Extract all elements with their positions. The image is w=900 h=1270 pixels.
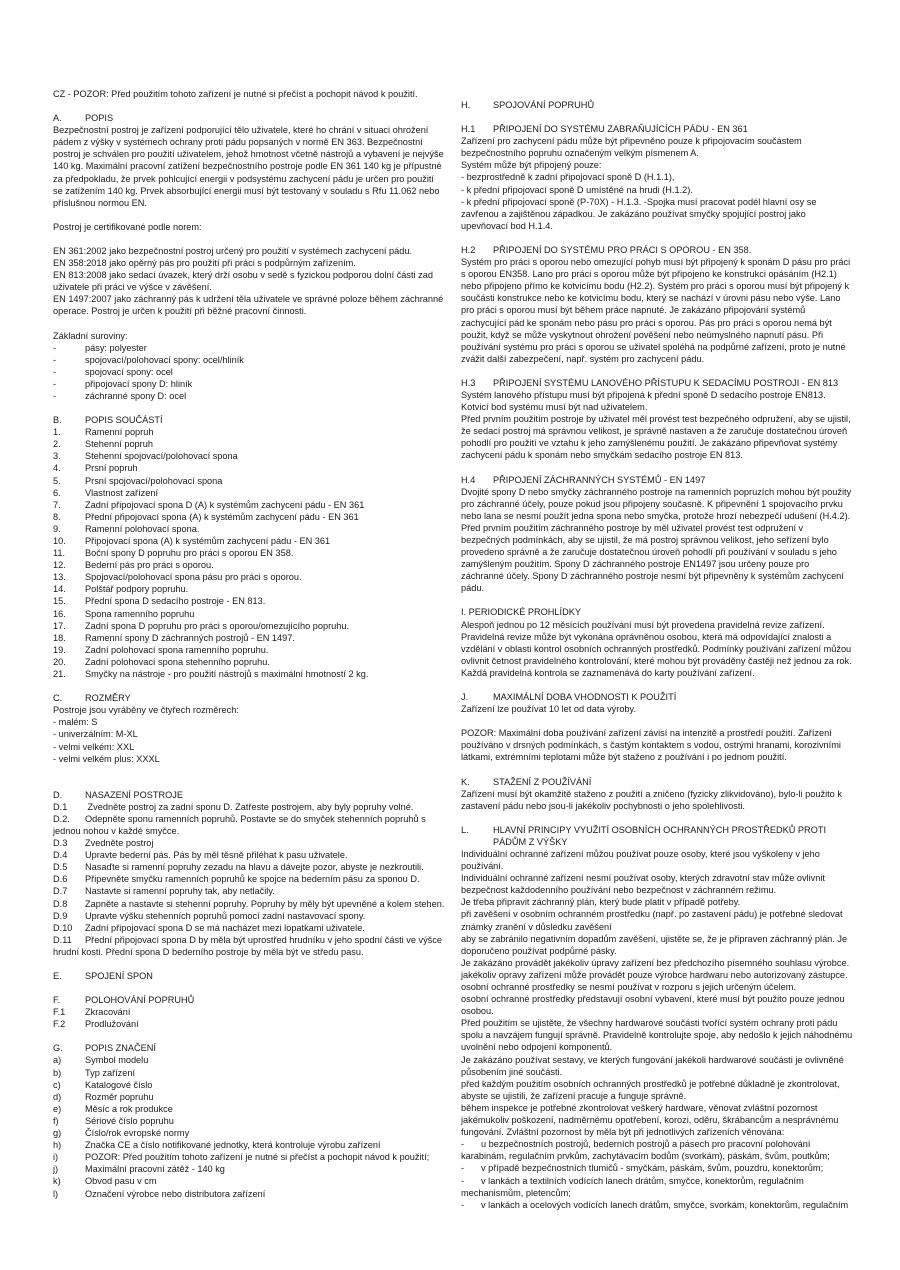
part-item-text: Zadní polohovací spona ramenního popruhu. [85,644,269,655]
marking-item-marker: k) [53,1176,61,1187]
l-bullet-marker: - [461,1175,465,1186]
part-item [53,523,445,535]
marking-item-text: Sériové číslo popruhu [85,1115,174,1126]
cert-intro: Postroj je certifikované podle norem: [53,221,202,232]
part-item-marker: 13. [53,572,66,583]
donning-step-text: Přední připojovací spona D by měla být uprostřed hrudníku v jeho spodní části ve výšce hrudní kosti. Přední spona D bederního postroje by měla být ve středu pasu. [53,934,442,957]
section-i-body: Alespoň jednou po 12 měsících používání musí být provedena pravidelná revize zařízení. Pravidelná revize může být vykonána oprávněnou osobou, která má odpovídající znalosti a vzdělání v oblasti kontrol osobních ochranných prostředků. Podmínky používání zařízení můžou ovlivnit četnost pravidelného kontrolování, které mohou být prováděny častěji než jednou za rok. Každá pravidelná kontrola se zaznamenává do karty používání zařízení. [461,619,852,678]
donning-step-text: Zvedněte postroj za zadní sponu D. Zatřeste postrojem, aby byly popruhy volné. [85,801,414,812]
donning-steps [53,801,445,958]
l-line: Individuální ochranné zařízení můžou používat pouze osoby, které jsou vyškoleny v jeho používání. [461,848,820,872]
section-d-heading: D. NASAZENÍ POSTROJE [53,789,184,800]
material-item-marker: - [53,366,57,377]
donning-step [53,873,445,885]
part-item [53,487,445,499]
part-item-marker: 5. [53,475,61,486]
h1-line: - k přední připojovací sponě (P-70X) - H.1.3. -Spojka musí pracovat podél hlavní osy se zavřenou a zajištěnou západkou. Je zakázáno používat smyčky spojující postroj jako upevňovací bod H.1.4. [461,196,817,231]
donning-step [53,922,445,934]
part-item [53,620,445,632]
l-line: aby se zabránilo negativním dopadům zavěšení, ujistěte se, že je připraven záchranný plán. Je doporučeno používat podpůrné pásky. [461,933,848,956]
part-item-text: Vlastnost zařízení [85,487,159,498]
positioning-item-text: Zkracování [85,1007,131,1018]
part-item-text: Stehenní spojovací/polohovací spona [85,451,238,462]
donning-step-text: Nasaďte si ramenní popruhy zezadu na hlavu a dávejte pozor, abyste je nezkroutili. [85,862,424,873]
norm-item: EN 358:2018 jako opěrný pás pro použití při práci s podpůrným zařízením. [53,258,356,269]
part-item-text: Smyčky na nástroje - pro použití nástrojů s maximální hmotností 2 kg. [85,669,369,680]
section-j-heading: J. MAXIMÁLNÍ DOBA VHODNOSTI K POUŽITÍ [461,692,677,703]
marking-item-text: Symbol modelu [85,1055,149,1066]
norm-item: EN 361:2002 jako bezpečnostní postroj určený pro použití v systémech zachycení pádu. [53,245,413,256]
donning-step-marker: D.11 [53,934,72,945]
h1-line: - k přední připojovací sponě D umístěné na hrudi (H.1.2). [461,184,693,195]
marking-item-marker: b) [53,1067,62,1078]
section-i-heading: I. PERIODICKÉ PROHLÍDKY [461,607,581,618]
section-h1-body [461,135,853,232]
part-item-marker: 9. [53,523,61,534]
section-l-body [461,848,853,1138]
part-item-text: Přední spona D sedacího postroje - EN 813. [85,596,266,607]
donning-step-text: Zapněte a nastavte si stehenní popruhy. Popruhy by měly být upevněné a kolem stehen. [85,898,445,909]
intro-warning: CZ - POZOR: Před použitím tohoto zařízení je nutné si přečíst a pochopit návod k použití. [53,89,418,99]
norm-item: EN 1497:2007 jako záchranný pás k udržení těla uživatele ve správné poloze během záchranné operace. Postroj je určen k použití při běžné pracovní činnosti. [53,294,444,317]
section-e-heading: E. SPOJENÍ SPON [53,971,153,981]
marking-item [53,1091,445,1103]
part-item-text: Prsní popruh [85,463,138,474]
marking-item-marker: e) [53,1103,62,1114]
positioning-item [53,1006,445,1018]
section-h2-body: Systém pro práci s oporou nebo omezující pohyb musí být připojený k sponám D pásu pro práci s oporou EN358. Lano pro práci s oporou může být připojeno ke konstrukci opásáním (H2.1) nebo připojeno přímo ke kotvicímu bodu (H2.2). Systém pro práci s oporou musí být připojený k součásti konstrukce nebo ke kotvicímu bodu, který se nachází v úrovni pásu nebo výše. Lano pro práci s oporou musí být během práce napnuté. Je zakázáno připojování systémů zachycující pád ke sponám nebo pásu pro práci s oporou. Pás pro práci s oporou nemá být použit, když se může vyskytnout ohrožení pověšení nebo neúmyslného napnutí pásu. Při používání systému pro práci s oporou se uživatel spoléhá na podpůrné zařízení, proto je nutné zvážit další zabezpečení, např. systém pro zachycení pádu. [461,257,851,364]
donning-step-marker: D.6 [53,874,68,885]
donning-step-marker: D.10 [53,922,73,933]
size-line: Postroje jsou vyráběny ve čtyřech rozměrech: [53,705,239,716]
right-column [461,99,853,1211]
part-item-marker: 6. [53,487,61,498]
section-l-heading: L. HLAVNÍ PRINCIPY VYUŽITÍ OSOBNÍCH OCHRANNÝCH PROSTŘEDKŮ PROTI PÁDŮM Z VÝŠKY [461,824,827,847]
l-bullet-text: v lankách a ocelových vodících lanech drátům, smyčce, svorkám, konektorům, regulačním [481,1199,849,1210]
size-line: - malém: S [53,717,98,728]
donning-step-text: Odepněte sponu ramenních popruhů. Postavte se do smyček stehenních popruhů s jednou nohou v každé smyčce. [53,813,426,836]
part-item-text: Ramenní popruh [85,427,154,438]
material-item-text: záchranné spony D: ocel [85,390,187,401]
marking-item-text: Obvod pasu v cm [85,1176,157,1187]
part-item-text: Polštář podpory popruhu. [85,584,189,595]
part-item-text: Bederní pás pro práci s oporou. [85,560,214,571]
section-h-heading: H. SPOJOVÁNÍ POPRUHŮ [461,100,595,110]
l-line: Před použitím se ujistěte, že všechny hardwarové součásti tvořící systém ochrany proti pádu spolu a navzájem fungují správně. Pravidelně kontrolujte spoje, aby nedošlo k jejich náhodnému uvolnění nebo odpojení komponentů. [461,1018,853,1053]
part-item-marker: 21. [53,669,66,680]
part-item-marker: 15. [53,596,66,607]
positioning-list [53,1006,445,1030]
section-a-body: Bezpečnostní postroj je zařízení podporující tělo uživatele, které ho chrání v situaci ohrožení pádem z výšky v systémech ochrany proti pádu popsaných v normě EN 363. Bezpečnostní postroj je schválen pro použití uživatelem, jehož hmotnost včetně nástrojů a vybavení je nejvýše 140 kg. Maximální pracovní zatížení bezpečnostního postroje podle EN 361 140 kg je přípustné za předpokladu, že prvek pohlcující energii v podsystému zachycení pádu je určen pro použití se zatížením 140 kg. Prvek absorbující energii musí být testovaný v souladu s Rfu 11.062 nebo příslušnou normou EN. [53,125,444,208]
marking-item [53,1079,445,1091]
section-f-heading: F. POLOHOVÁNÍ POPRUHŮ [53,995,195,1006]
donning-step-text: Upravte výšku stehenních popruhů pomocí zadní nastavovací spony. [85,910,366,921]
donning-step [53,885,445,897]
part-item [53,583,445,595]
section-l-bullets [461,1138,853,1211]
part-item-marker: 10. [53,536,66,546]
marking-item-text: Značka CE a číslo notifikované jednotky, která kontroluje výrobu zařízení [85,1140,381,1151]
norm-item: EN 813:2008 jako sedací úvazek, který drží osobu v sedě s fyzickou podporou dolní části zad uživatele při práci ve výšce v závěšení. [53,270,433,293]
donning-step-marker: D.2. [53,813,70,824]
l-bullet-text: u bezpečnostních postrojů, bederních postrojů a pásech pro pracovní polohování karabinám, regulačním prvkům, zachytávacím bodům (svorkám), páskám, švům, poutkům; [461,1139,830,1162]
part-item-text: Stehenní popruh [85,439,153,450]
part-item-marker: 11. [53,548,66,559]
donning-step-text: Připevněte smyčku ramenních popruhů ke spojce na bederním pásu za sponou D. [85,874,420,885]
marking-item-marker: j) [53,1164,59,1175]
part-item-marker: 1. [53,427,61,438]
positioning-item-marker: F.2 [53,1019,66,1030]
donning-step-marker: D.9 [53,910,68,921]
donning-step [53,898,445,910]
l-line: Je třeba připravit záchranný plán, který bude platit v případě potřeby. [461,897,741,908]
part-item-text: Prsní spojovací/polohovací spona [85,475,223,486]
part-item [53,438,445,450]
material-item-marker: - [53,342,57,353]
donning-step-text: Zvedněte postroj [85,838,154,849]
l-bullet-marker: - [461,1199,465,1210]
marking-item-text: Maximální pracovní zátěž - 140 kg [85,1164,225,1175]
marking-item-text: Číslo/rok evropské normy [85,1128,190,1139]
part-item-marker: 17. [53,620,66,631]
section-h3-body [461,389,853,462]
parts-list [53,426,445,680]
marking-item [53,1188,445,1200]
material-item-text: spojovací/polohovací spony: ocel/hliník [85,354,244,365]
marking-item-text: POZOR: Před použitím tohoto zařízení je nutné si přečíst a pochopit návod k použití; [85,1152,430,1163]
material-item [53,354,445,366]
l-bullet [461,1199,853,1211]
material-item-marker: - [53,390,57,401]
donning-step [53,861,445,873]
h3-line: Před prvním použitím postroje by uživatel měl provést test bezpečného odpružení, aby se ujistil, že sedací postroj má správnou velikost, je správně nastaven a že zaručuje dostatečnou úroveň pohodlí pro použití ve vztahu k jeho zamýšlenému použití. Je zakázáno připevňovat systémy zachycení pádu k sponám nebo smyčkám sedacího postroje EN 813. [461,414,851,461]
sizes-list [53,704,445,764]
material-item-text: spojovací spony: ocel [85,366,173,377]
part-item-text: Boční spony D popruhu pro práci s oporou EN 358. [85,548,294,559]
h1-line: Systém může být připojený pouze: [461,160,602,171]
marking-item-marker: d) [53,1091,62,1102]
material-item [53,366,445,378]
l-bullet-marker: - [461,1163,465,1174]
l-bullet-text: v lankách a textilních vodících lanech drátům, smyčce, konektorům, regulačním mechanismům, pletencům; [461,1175,804,1198]
left-column [53,88,445,1200]
section-j-warning: POZOR: Maximální doba používání zařízení závisí na intenzitě a prostředí použití. Zařízení používáno v drsných podmínkách, s častým kontaktem s vodou, ostrými hranami, korozivními látkami, extrémními teplotami může být staženo z používání i po jednom použití. [461,728,841,763]
section-g-heading: G. POPIS ZNAČENÍ [53,1043,156,1054]
part-item-text: Ramenní spony D záchranných postrojů - EN 1497. [85,632,295,643]
size-line: - velmi velkém: XXL [53,741,135,752]
l-line: během inspekce je potřebné zkontrolovat veškerý hardware, věnovat zvláštní pozornost jakémukoliv poškození, nadměrnému opotřebení, korozi, oděru, škrábancům a nesprávnému fungování. Zvláštní pozornost by měla být při jednotlivých zařízeních věnována: [461,1102,839,1138]
part-item [53,535,445,547]
part-item-marker: 18. [53,632,66,643]
section-h4-body: Dvojité spony D nebo smyčky záchranného postroje na ramenních popruzích mohou být použity pro záchranné účely, pouze pokud jsou připojeny současně. K připevnění 1 spojovacího prvku nebo lana se nesmí použít jedna spona nebo smyčka, protože hrozí nebezpečí udušení (H.4.2). Před prvním použitím záchranného postroje by měl uživatel provést test odpružení v bezpečných podmínkách, aby se ujistil, že má postroj správnou velikost, jeho seřízení bylo provedeno správně a že zaručuje dostatečnou úroveň pohodlí při používání v souladu s jeho zamýšleným použitím. Spony D záchranného postroje EN1497 jsou určeny pouze pro záchranné účely. Spony D záchranného postroje nesmí být připevněny k systémům zachycení pádu. [461,486,852,594]
marking-item-marker: f) [53,1115,59,1126]
h3-line: Systém lanového přístupu musí být připojená k přední sponě D sedacího postroje EN813. Kotvicí bod systému musí být nad uživatelem. [461,389,826,413]
part-item [53,547,445,559]
part-item [53,644,445,656]
positioning-item-text: Prodlužování [85,1019,139,1030]
l-line: Je zakázáno používat sestavy, ve kterých fungování jakékoli hardwarové součásti je ovlivněné působením jiné součásti. [461,1054,844,1077]
part-item-text: Připojovací spona (A) k systémům zachycení pádu - EN 361 [85,536,331,546]
marking-item [53,1139,445,1151]
marking-list [53,1054,445,1199]
l-bullet [461,1175,853,1199]
marking-item-text: Katalogové číslo [85,1079,153,1090]
section-j-line: Zařízení lze používat 10 let od data výroby. [461,704,636,715]
part-item [53,656,445,668]
part-item-marker: 8. [53,511,61,522]
materials-list [53,342,445,402]
section-k-body: Zařízení musí být okamžitě staženo z použití a zničeno (fyzicky zlikvidováno), bylo-li použito k zastavení pádu nebo jsou-li jakékoliv pochybnosti o jeho spolehlivosti. [461,788,842,811]
donning-step [53,849,445,861]
part-item-marker: 12. [53,560,66,571]
donning-step [53,837,445,849]
part-item-marker: 7. [53,499,61,510]
part-item [53,632,445,644]
marking-item [53,1103,445,1115]
donning-step-marker: D.5 [53,862,68,873]
part-item [53,462,445,474]
marking-item [53,1054,445,1066]
donning-step-marker: D.8 [53,898,68,909]
material-item [53,390,445,402]
part-item-marker: 2. [53,439,61,450]
part-item [53,511,445,523]
part-item-text: Spona ramenního popruhu [85,608,195,619]
marking-item [53,1151,445,1163]
donning-step [53,801,445,813]
part-item-text: Zadní připojovací spona D (A) k systémům zachycení pádu - EN 361 [85,499,365,510]
part-item [53,668,445,680]
part-item-marker: 14. [53,584,66,595]
section-h2-heading: H.2 PŘIPOJENÍ DO SYSTÉMU PRO PRÁCI S OPOROU - EN 358. [461,244,752,255]
part-item-text: Spojovací/polohovací spona pásu pro práci s oporou. [85,572,302,583]
marking-item [53,1115,445,1127]
donning-step-text: Zadní připojovací spona D se má nacházet mezi lopatkami uživatele. [85,922,365,933]
marking-item-marker: h) [53,1140,62,1151]
donning-step-marker: D.4 [53,850,68,861]
marking-item-marker: g) [53,1128,62,1139]
part-item-marker: 19. [53,644,66,655]
norm-list [53,245,445,318]
marking-item-marker: l) [53,1188,59,1199]
marking-item-text: Označení výrobce nebo distributora zařízení [85,1188,266,1199]
donning-step [53,934,445,958]
donning-step-marker: D.7 [53,886,68,897]
marking-item-marker: c) [53,1079,61,1090]
part-item-marker: 20. [53,656,66,667]
part-item [53,595,445,607]
section-k-heading: K. STAŽENÍ Z POUŽÍVÁNÍ [461,776,592,787]
l-bullet [461,1138,853,1162]
section-h3-heading: H.3 PŘIPOJENÍ SYSTÉMU LANOVÉHO PŘÍSTUPU K SEDACÍMU POSTROJI - EN 813 [461,377,839,388]
section-b-heading: B. POPIS SOUČÁSTÍ [53,415,163,426]
marking-item-text: Typ zařízení [85,1067,136,1078]
part-item [53,608,445,620]
donning-step [53,813,445,837]
material-item-text: pásy: polyester [85,342,147,353]
section-h4-heading: H.4 PŘIPOJENÍ ZÁCHRANNÝCH SYSTÉMŮ - EN 1497 [461,474,706,485]
part-item-marker: 3. [53,451,61,462]
size-line: - univerzálním: M-XL [53,729,138,740]
positioning-item-marker: F.1 [53,1007,66,1018]
donning-step-marker: D.3 [53,838,68,849]
part-item [53,499,445,511]
marking-item-text: Měsíc a rok produkce [85,1103,173,1114]
h1-line: - bezprostředně k zadní připojovací sponě D (H.1.1), [461,172,675,183]
material-item-marker: - [53,354,57,365]
donning-step [53,910,445,922]
l-line: při zavěšení v osobním ochranném prostředku (např. po zastavení pádu) je potřebné sledovat známky zranění v důsledku zavěšení [461,909,843,932]
marking-item [53,1175,445,1187]
part-item [53,426,445,438]
part-item-text: Přední připojovací spona (A) k systémům zachycení pádu - EN 361 [85,511,359,522]
part-item-marker: 4. [53,463,61,474]
h1-line: Zařízení pro zachycení pádu může být připevněno pouze k připojovacím součástem bezpečnostního popruhu označeným velkým písmenem A. [461,136,802,159]
l-line: osobní ochranné prostředky představují osobní vybavení, které musí být použito pouze jednou osobou. [461,994,845,1017]
material-item-text: připojovací spony D: hliník [85,378,193,389]
part-item [53,450,445,462]
l-line: osobní ochranné prostředky se nesmí používat v rozporu s jejich určeným účelem. [461,982,796,992]
section-a-heading: A. POPIS [53,113,114,124]
part-item-text: Ramenní polohovací spona. [85,523,200,534]
l-bullet-marker: - [461,1139,465,1150]
donning-step-text: Upravte bederní pás. Pás by měl těsně přiléhat k pasu uživatele. [85,850,348,861]
part-item-text: Zadní spona D popruhu pro práci s oporou/omezujícího popruhu. [85,620,350,631]
part-item-marker: 16. [53,608,66,619]
section-h1-heading: H.1 PŘIPOJENÍ DO SYSTÉMU ZABRAŇUJÍCÍCH PÁDU - EN 361 [461,124,748,135]
material-item-marker: - [53,378,57,389]
part-item-text: Zadní polohovací spona stehenního popruhu. [85,656,270,667]
l-line: Je zakázáno provádět jakékoliv úpravy zařízení bez předchozího písemného souhlasu výrobce. jakékoliv opravy zařízení může provádět pouze výrobce hardwaru nebo autorizovaný zástupce. [461,957,850,980]
l-bullet-text: v případě bezpečnostních tlumičů - smyčkám, páskám, švům, pouzdru, konektorům; [481,1163,824,1174]
part-item [53,475,445,487]
material-item [53,378,445,390]
positioning-item [53,1018,445,1030]
marking-item-text: Rozměr popruhu [85,1091,154,1102]
size-line: - velmi velkém plus: XXXL [53,753,160,764]
marking-item [53,1163,445,1175]
marking-item-marker: i) [53,1152,59,1163]
part-item [53,571,445,583]
part-item [53,559,445,571]
l-bullet [461,1162,853,1174]
material-item [53,342,445,354]
marking-item [53,1127,445,1139]
section-c-heading: C. ROZMĚRY [53,693,131,704]
materials-title: Základní suroviny: [53,330,128,341]
donning-step-marker: D.1 [53,801,68,812]
l-line: Individuální ochranné zařízení nesmí používat osoby, kterých zdravotní stav může ovlivnit bezpečnost každodenního používání nebo bezpečnost v záchranném režimu. [461,873,825,896]
marking-item-marker: a) [53,1055,62,1066]
l-line: před každým použitím osobních ochranných prostředků je potřebné důkladně je zkontrolovat, abyste se ujistili, že zařízení pracuje a funguje správně. [461,1078,840,1101]
donning-step-text: Nastavte si ramenní popruhy tak, aby netlačily. [85,886,275,897]
marking-item [53,1067,445,1079]
